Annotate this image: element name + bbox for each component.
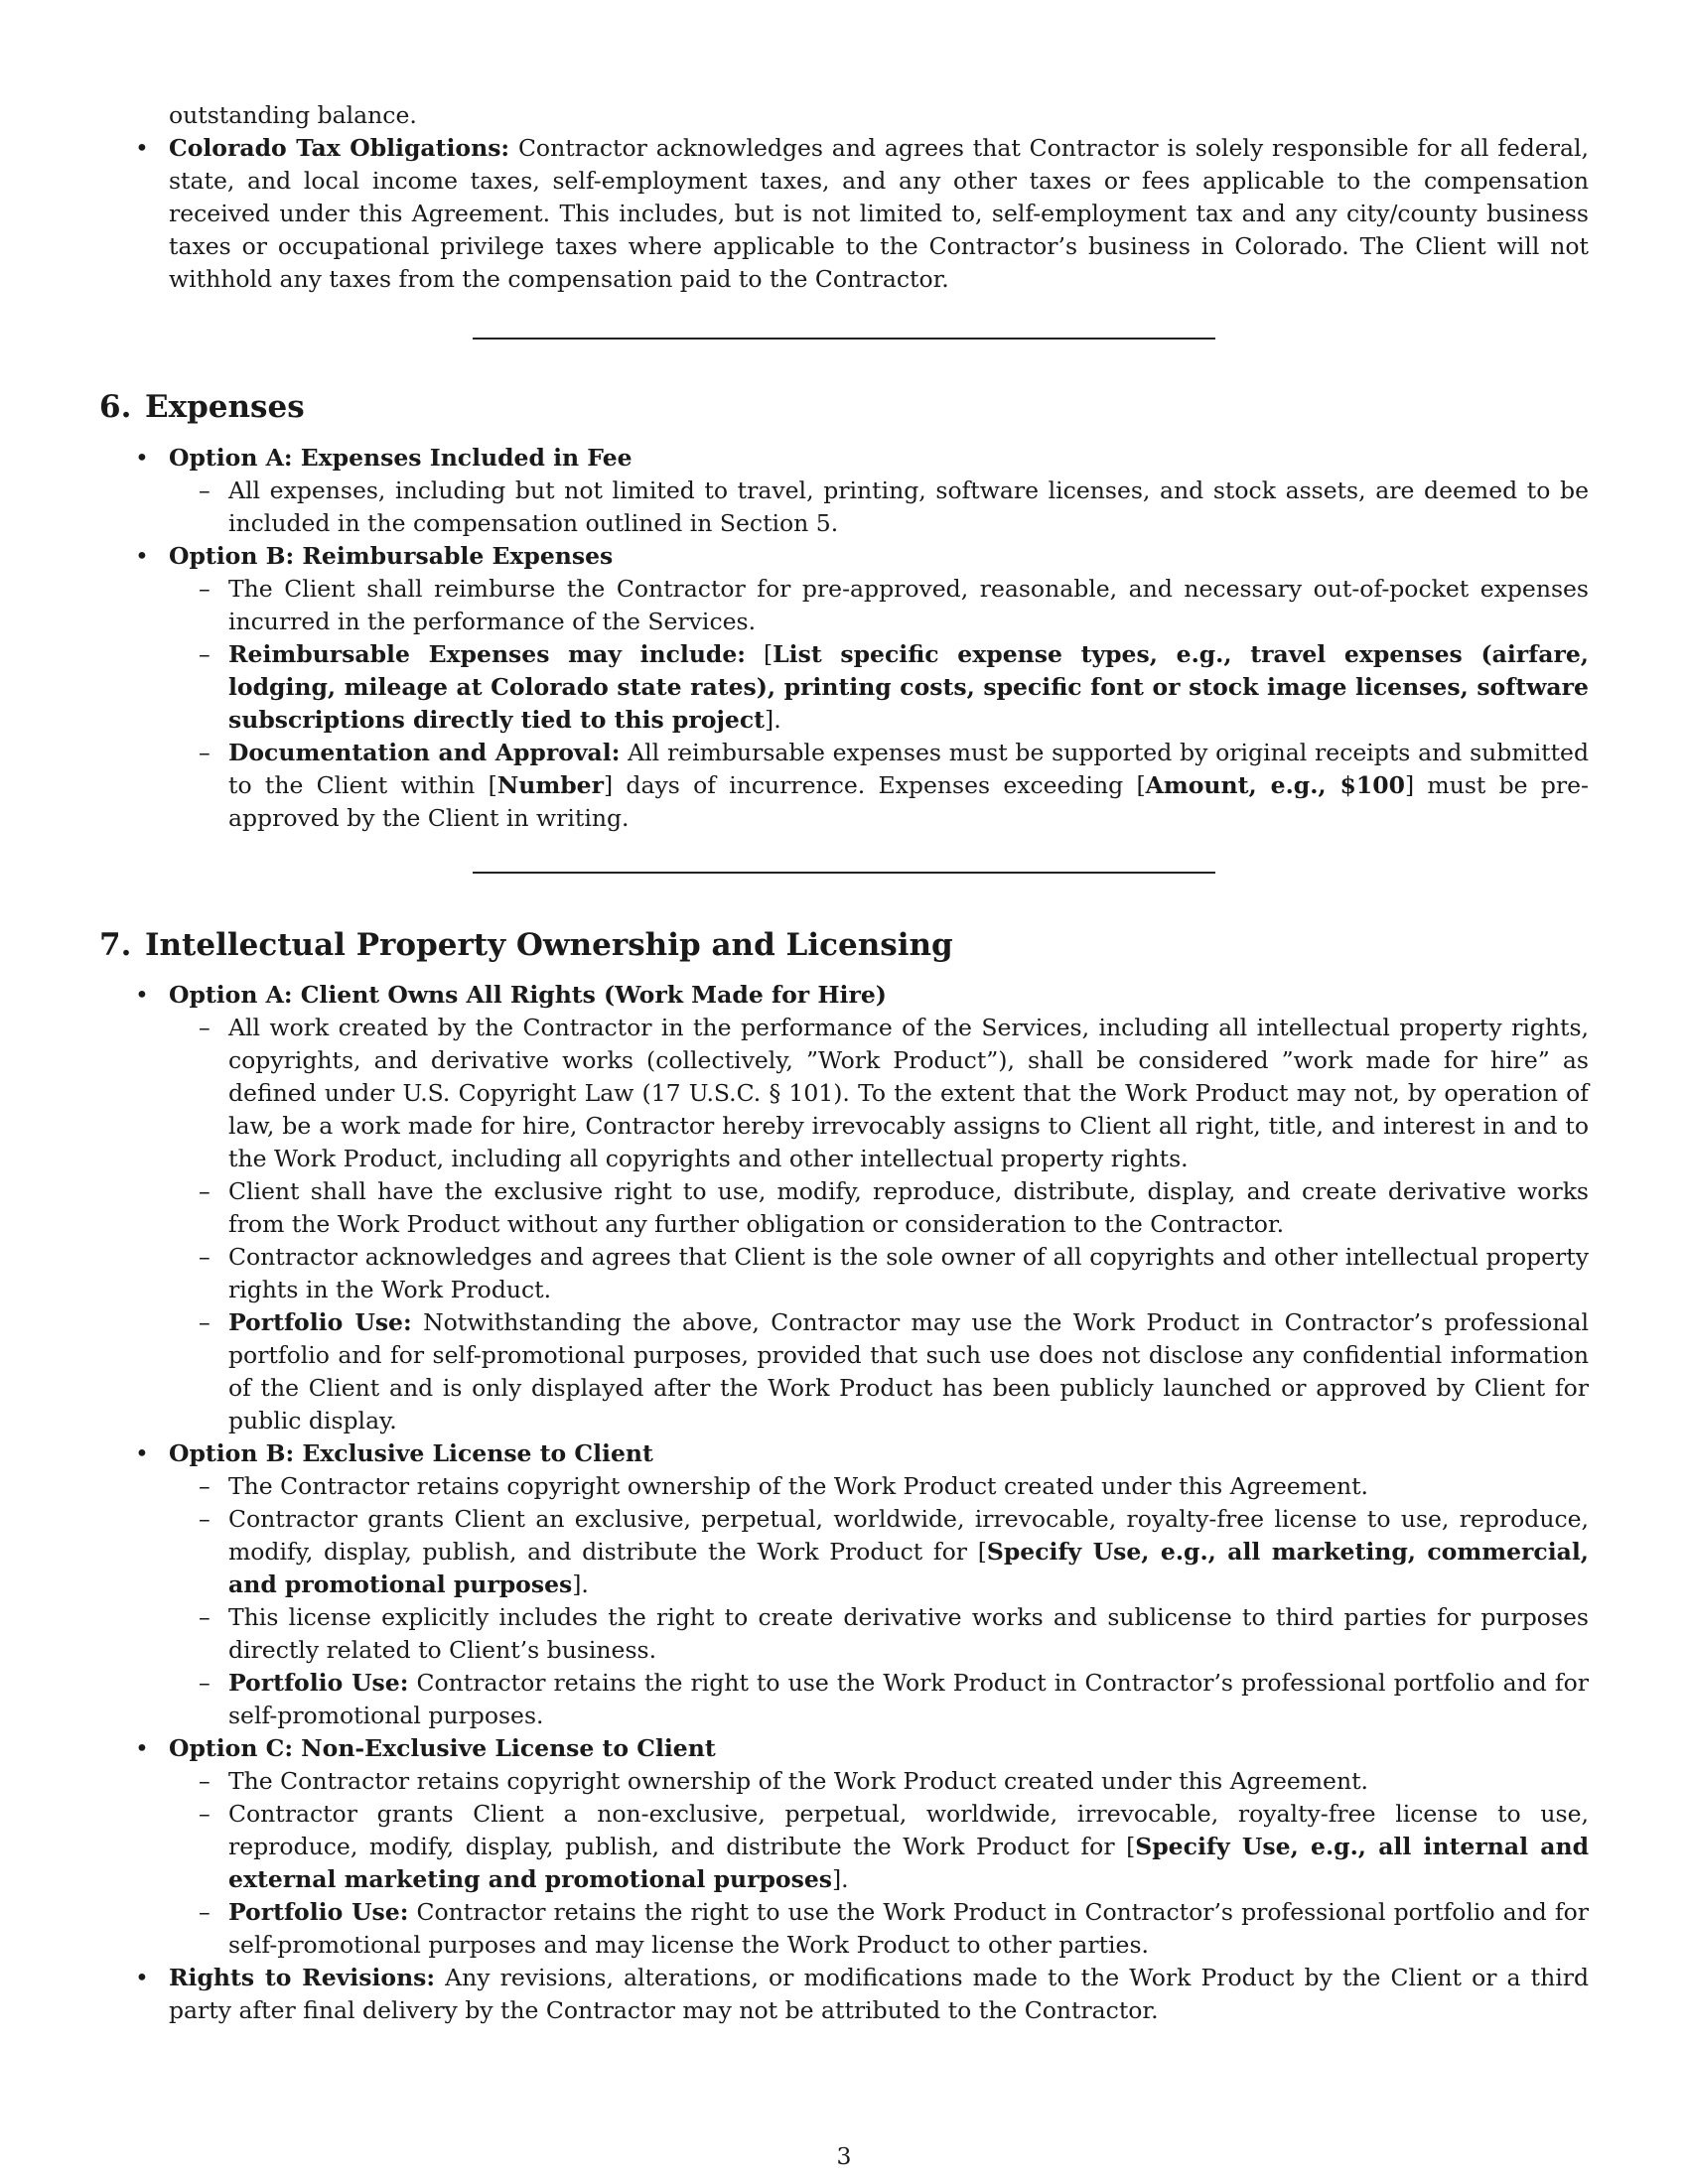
list-item — [169, 1503, 1589, 1601]
section-6-heading — [99, 387, 305, 427]
colorado-tax-item — [99, 132, 1589, 296]
reimbursable-label: Reimbursable Expenses may include: — [228, 640, 746, 668]
expenses-option-a-label: Option A: Expenses Included in Fee — [169, 444, 633, 472]
section-7-options — [99, 979, 1589, 2027]
list-item: – All expenses, including but not limited to travel, printing, software licenses, and stock assets, are deemed to be included in the compensation outlined in Section 5. — [169, 475, 1589, 540]
portfolio-use-label: Portfolio Use: — [228, 1308, 412, 1336]
section-7-heading — [99, 925, 953, 965]
list-item — [169, 1896, 1589, 1962]
bracket: ]. — [765, 706, 781, 734]
ip-option-a-label: Option A: Client Owns All Rights (Work Made for Hire) — [169, 981, 887, 1009]
portfolio-use-text: Contractor retains the right to use the Work Product in Contractor’s professional portfolio and for self-promotional purposes. — [228, 1669, 1589, 1729]
expenses-option-b-items — [169, 573, 1589, 835]
documentation-text: ] days of incurrence. Expenses exceeding [ — [603, 771, 1146, 799]
portfolio-use-label: Portfolio Use: — [228, 1898, 409, 1926]
license-text: Contractor grants Client an exclusive, perpetual, worldwide, irrevocable, royalty-free license to use, reproduce, modify, display, publish, and distribute the Work Product for [ — [228, 1505, 1589, 1566]
bracket: ]. — [832, 1865, 849, 1893]
bracket: ]. — [572, 1570, 589, 1598]
documentation-text: ] must be pre-approved by the Client in writing. — [228, 771, 1589, 832]
list-item: – The Contractor retains copyright ownership of the Work Product created under this Agreement. — [169, 1470, 1589, 1503]
top-bullet-list — [99, 132, 1589, 296]
list-item — [169, 638, 1589, 737]
list-item: – Client shall have the exclusive right to use, modify, reproduce, distribute, display, and create derivative works from the Work Product without any further obligation or consideration to the Contractor. — [169, 1175, 1589, 1241]
expenses-option-a-items — [169, 475, 1589, 540]
continuation-text: outstanding balance. — [169, 101, 417, 129]
list-item — [169, 1306, 1589, 1437]
list-item — [169, 737, 1589, 835]
reimbursable-placeholder: List specific expense types, e.g., travel expenses (airfare, lodging, mileage at Colorado state rates), printing costs, specific font or stock image licenses, software subscriptions directly tied to this project — [228, 640, 1589, 734]
list-item — [169, 1667, 1589, 1732]
ip-option-a — [99, 979, 1589, 1437]
list-item: – The Client shall reimburse the Contractor for pre-approved, reasonable, and necessary out-of-pocket expenses incurred in the performance of the Services. — [169, 573, 1589, 638]
ip-option-c — [99, 1732, 1589, 1962]
section-divider — [473, 338, 1215, 340]
ip-option-b — [99, 1437, 1589, 1732]
section-6-body — [99, 442, 1589, 835]
list-item: – All work created by the Contractor in the performance of the Services, including all intellectual property rights, copyrights, and derivative works (collectively, ”Work Product”), shall be considered ”work made for hire” as defined under U.S. Copyright Law (17 U.S.C. § 101). To the extent that the Work Product may not, by operation of law, be a work made for hire, Contractor hereby irrevocably assigns to Client all right, title, and interest in and to the Work Product, including all copyrights and other intellectual property rights. — [169, 1012, 1589, 1175]
amount-placeholder: Amount, e.g., $100 — [1145, 771, 1405, 799]
top-continuation-block — [99, 99, 1589, 296]
ip-option-b-items — [169, 1470, 1589, 1732]
specify-use-placeholder: Specify Use, e.g., all internal and external marketing and promotional purposes — [228, 1833, 1590, 1893]
rights-to-revisions-text: Any revisions, alterations, or modifications made to the Work Product by the Client or a third party after final delivery by the Contractor may not be attributed to the Contractor. — [169, 1964, 1589, 2024]
colorado-tax-label: Colorado Tax Obligations: — [169, 134, 510, 162]
portfolio-use-text: Notwithstanding the above, Contractor may use the Work Product in Contractor’s professional portfolio and for self-promotional purposes, provided that such use does not disclose any confidential information of the Client and is only displayed after the Work Product has been publicly launched or approved by Client for public display. — [228, 1308, 1589, 1434]
portfolio-use-text: Contractor retains the right to use the Work Product in Contractor’s professional portfolio and for self-promotional purposes and may license the Work Product to other parties. — [228, 1898, 1589, 1959]
page-number: 3 — [836, 2142, 852, 2170]
section-6-title: Expenses — [145, 389, 305, 425]
documentation-label: Documentation and Approval: — [228, 739, 621, 766]
section-6-number: 6. — [99, 389, 132, 425]
bracket: [ — [763, 640, 774, 668]
rights-to-revisions — [99, 1962, 1589, 2027]
portfolio-use-label: Portfolio Use: — [228, 1669, 409, 1697]
expenses-option-b-label: Option B: Reimbursable Expenses — [169, 542, 614, 570]
expenses-option-a — [99, 442, 1589, 540]
section-6-options — [99, 442, 1589, 835]
license-text: Contractor grants Client a non-exclusive, perpetual, worldwide, irrevocable, royalty-free license to use, reproduce, modify, display, publish, and distribute the Work Product for [ — [228, 1800, 1589, 1860]
ip-option-b-label: Option B: Exclusive License to Client — [169, 1439, 653, 1467]
specify-use-placeholder: Specify Use, e.g., all marketing, commercial, and promotional purposes — [228, 1538, 1589, 1598]
section-7-title: Intellectual Property Ownership and Licensing — [145, 927, 953, 963]
list-item — [169, 1798, 1589, 1896]
documentation-text: All reimbursable expenses must be supported by original receipts and submitted to the Client within [ — [228, 739, 1589, 799]
number-placeholder: Number — [496, 771, 604, 799]
colorado-tax-text: Contractor acknowledges and agrees that Contractor is solely responsible for all federal, state, and local income taxes, self-employment taxes, and any other taxes or fees applicable to the compensation received under this Agreement. This includes, but is not limited to, self-employment tax and any city/county business taxes or occupational privilege taxes where applicable to the Contractor’s business in Colorado. The Client will not withhold any taxes from the compensation paid to the Contractor. — [169, 134, 1589, 293]
section-divider — [473, 872, 1215, 874]
list-item: – The Contractor retains copyright ownership of the Work Product created under this Agreement. — [169, 1765, 1589, 1798]
section-7-number: 7. — [99, 927, 132, 963]
ip-option-c-items — [169, 1765, 1589, 1962]
list-item: – This license explicitly includes the right to create derivative works and sublicense to third parties for purposes directly related to Client’s business. — [169, 1601, 1589, 1667]
ip-option-c-label: Option C: Non-Exclusive License to Client — [169, 1734, 716, 1762]
list-item: – Contractor acknowledges and agrees that Client is the sole owner of all copyrights and other intellectual property rights in the Work Product. — [169, 1241, 1589, 1306]
section-7-body — [99, 979, 1589, 2027]
expenses-option-b — [99, 540, 1589, 835]
ip-option-a-items — [169, 1012, 1589, 1437]
rights-to-revisions-label: Rights to Revisions: — [169, 1964, 436, 1991]
